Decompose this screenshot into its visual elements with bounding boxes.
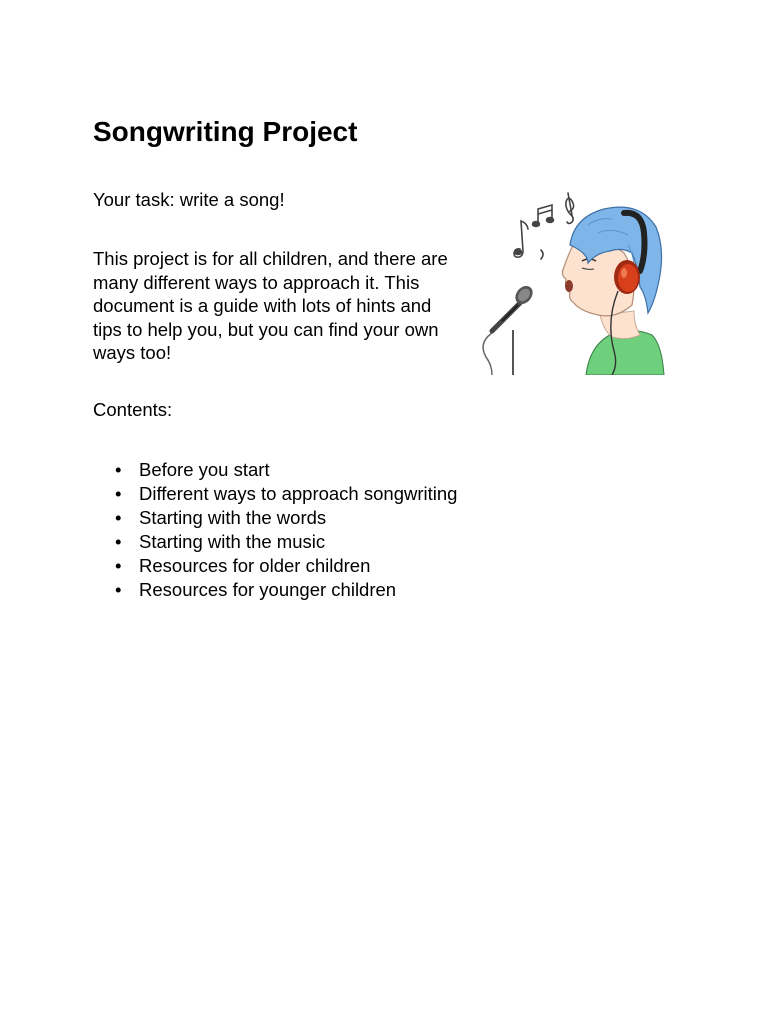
bullet-icon: • <box>115 531 122 552</box>
intro-paragraph <box>93 247 473 365</box>
list-item <box>93 530 457 554</box>
intro-line: This project is for all children, and there are <box>93 248 448 269</box>
list-item <box>93 506 457 530</box>
list-item <box>93 458 457 482</box>
list-item-label: Different ways to approach songwriting <box>139 483 458 504</box>
mouth-icon <box>565 280 573 292</box>
bullet-icon: • <box>115 579 122 600</box>
list-item-label: Starting with the words <box>139 507 327 528</box>
intro-line: tips to help you, but you can find your own <box>93 318 439 340</box>
bullet-icon: • <box>115 555 122 576</box>
microphone-icon <box>492 283 536 331</box>
headphones-icon <box>614 260 640 294</box>
bullet-icon: • <box>115 459 122 480</box>
list-item-label: Starting with the music <box>139 531 326 552</box>
list-item <box>93 554 457 578</box>
contents-list <box>93 458 457 602</box>
music-notes-icon <box>514 193 574 259</box>
singer-illustration <box>478 185 668 375</box>
list-item-label: Resources for younger children <box>139 579 397 600</box>
list-item-label: Resources for older children <box>139 555 371 576</box>
contents-heading: Contents: <box>93 399 173 420</box>
intro-line: many different ways to approach it. This <box>93 271 420 293</box>
list-item <box>93 482 457 506</box>
cable-icon <box>483 333 492 375</box>
bullet-icon: • <box>115 483 122 504</box>
list-item <box>93 578 457 602</box>
task-text: Your task: write a song! <box>93 189 285 210</box>
page-title: Songwriting Project <box>93 116 358 147</box>
intro-line: document is a guide with lots of hints and <box>93 295 432 316</box>
intro-line: ways too! <box>93 342 172 363</box>
list-item-label: Before you start <box>139 459 270 480</box>
bullet-icon: • <box>115 507 122 528</box>
